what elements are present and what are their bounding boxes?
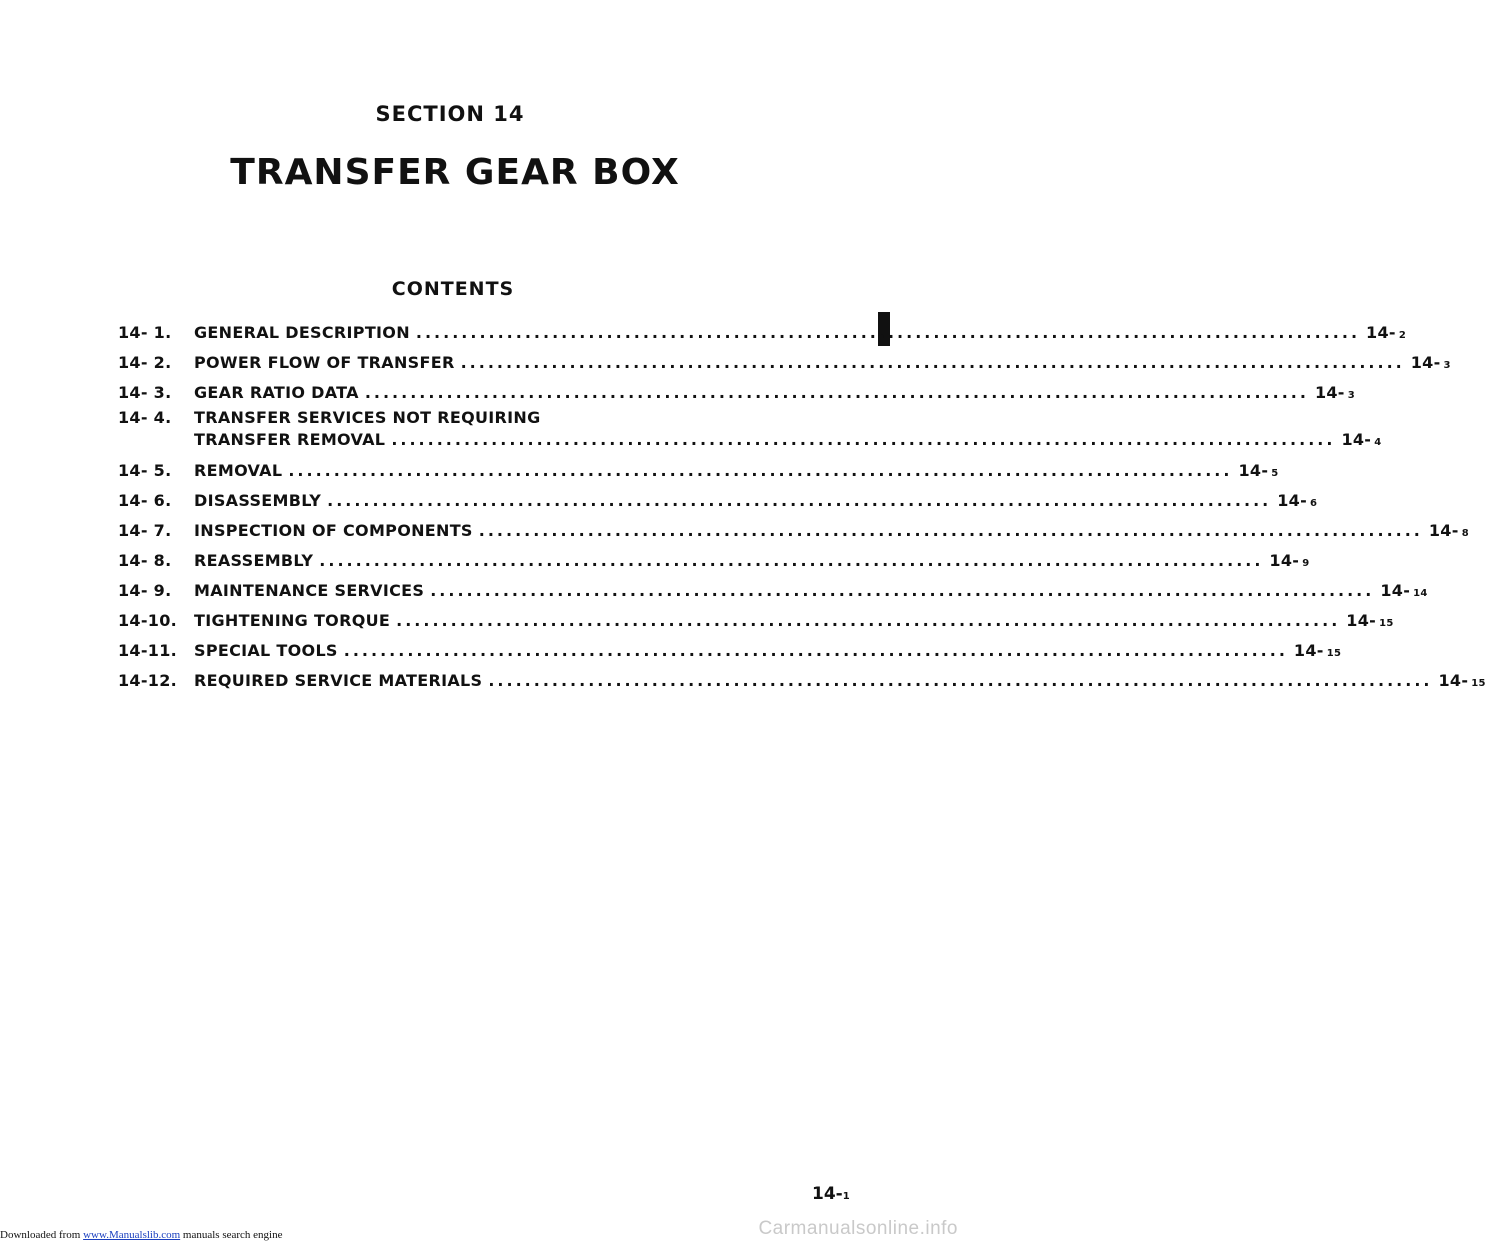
dot-leader: ........................................................................................................ (327, 491, 1272, 510)
toc-entry[interactable] (118, 636, 1342, 666)
toc-entry-number: 14- 2. (118, 353, 172, 372)
toc-entry-page: 14- 2 (1366, 323, 1407, 342)
toc-entry-number: 14- 7. (118, 521, 172, 540)
watermark-text: Carmanualsonline.info (758, 1218, 958, 1239)
toc-entry[interactable] (118, 666, 1486, 696)
toc-entry-page: 14- 4 (1341, 430, 1382, 449)
toc-entry-page: 14- 15 (1438, 671, 1486, 690)
dot-leader: ........................................................................................................ (288, 461, 1233, 480)
dot-leader: ........................................................................................................ (319, 551, 1264, 570)
toc-entry[interactable] (118, 576, 1428, 606)
toc-entry-number: 14- 3. (118, 383, 172, 402)
toc-entry-number: 14- 6. (118, 491, 172, 510)
dot-leader: ........................................................................................................ (364, 383, 1309, 402)
toc-entry-number: 14- 8. (118, 551, 172, 570)
toc-entry-page: 14- 6 (1277, 491, 1318, 510)
toc-entry[interactable] (118, 318, 1407, 348)
dot-leader: ........................................................................................................ (478, 521, 1423, 540)
contents-heading: CONTENTS (391, 278, 515, 300)
toc-entry[interactable] (118, 456, 1279, 486)
dot-leader: ........................................................................................................ (430, 581, 1375, 600)
toc-entry-title-continued: TRANSFER REMOVAL (194, 430, 386, 449)
toc-entry-title: TIGHTENING TORQUE (194, 611, 391, 630)
toc-entry-number: 14-12. (118, 671, 178, 690)
toc-entry-title: POWER FLOW OF TRANSFER (194, 353, 455, 372)
toc-entry-page: 14- 9 (1269, 551, 1310, 570)
toc-entry-page: 14- 5 (1238, 461, 1279, 480)
toc-entry-title: TRANSFER SERVICES NOT REQUIRING (194, 408, 541, 427)
toc-entry-title: INSPECTION OF COMPONENTS (194, 521, 473, 540)
dot-leader: ........................................................................................................ (460, 353, 1405, 372)
toc-entry-page: 14- 14 (1380, 581, 1428, 600)
page-title: TRANSFER GEAR BOX (230, 152, 680, 193)
table-of-contents (118, 318, 1486, 696)
toc-entry-number: 14- 1. (118, 323, 172, 342)
toc-entry-number: 14-10. (118, 611, 178, 630)
toc-entry-number: 14- 9. (118, 581, 172, 600)
toc-entry-title: GEAR RATIO DATA (194, 383, 359, 402)
toc-entry-title: REMOVAL (194, 461, 283, 480)
dot-leader: ........................................................................................................ (343, 641, 1288, 660)
toc-entry-title: MAINTENANCE SERVICES (194, 581, 425, 600)
toc-entry[interactable] (118, 348, 1451, 378)
toc-entry[interactable] (118, 378, 1356, 408)
dot-leader: ........................................................................................................ (488, 671, 1433, 690)
toc-entry-title: REQUIRED SERVICE MATERIALS (194, 671, 483, 690)
toc-entry-number: 14- 5. (118, 461, 172, 480)
dot-leader: ........................................................................................................ (415, 323, 1361, 342)
section-label: SECTION 14 (375, 102, 525, 126)
toc-entry-page: 14- 3 (1314, 383, 1356, 402)
dot-leader: ........................................................................................................ (396, 611, 1341, 630)
manualslib-link[interactable]: www.Manualslib.com (83, 1229, 181, 1241)
download-footer: Downloaded from www.Manualslib.com manuals search engine (0, 1229, 283, 1241)
toc-entry[interactable] (118, 546, 1310, 576)
toc-entry-title: GENERAL DESCRIPTION (194, 323, 410, 342)
toc-entry-number: 14- 4. (118, 408, 172, 427)
toc-entry[interactable] (118, 486, 1318, 516)
toc-entry[interactable] (118, 516, 1469, 546)
toc-entry-page: 14- 8 (1428, 521, 1469, 540)
toc-entry[interactable] (118, 606, 1394, 636)
toc-entry-page: 14- 3 (1410, 353, 1451, 372)
toc-entry-page: 14- 15 (1293, 641, 1342, 660)
toc-entry-page: 14- 15 (1346, 611, 1394, 630)
toc-entry[interactable] (118, 408, 1382, 452)
toc-entry-title: SPECIAL TOOLS (194, 641, 338, 660)
dot-leader: ........................................................................................................ (391, 430, 1336, 449)
toc-entry-number: 14-11. (118, 641, 178, 660)
toc-entry-title: REASSEMBLY (194, 551, 314, 570)
toc-entry-title: DISASSEMBLY (194, 491, 322, 510)
page-number: 14-1 (812, 1184, 850, 1204)
